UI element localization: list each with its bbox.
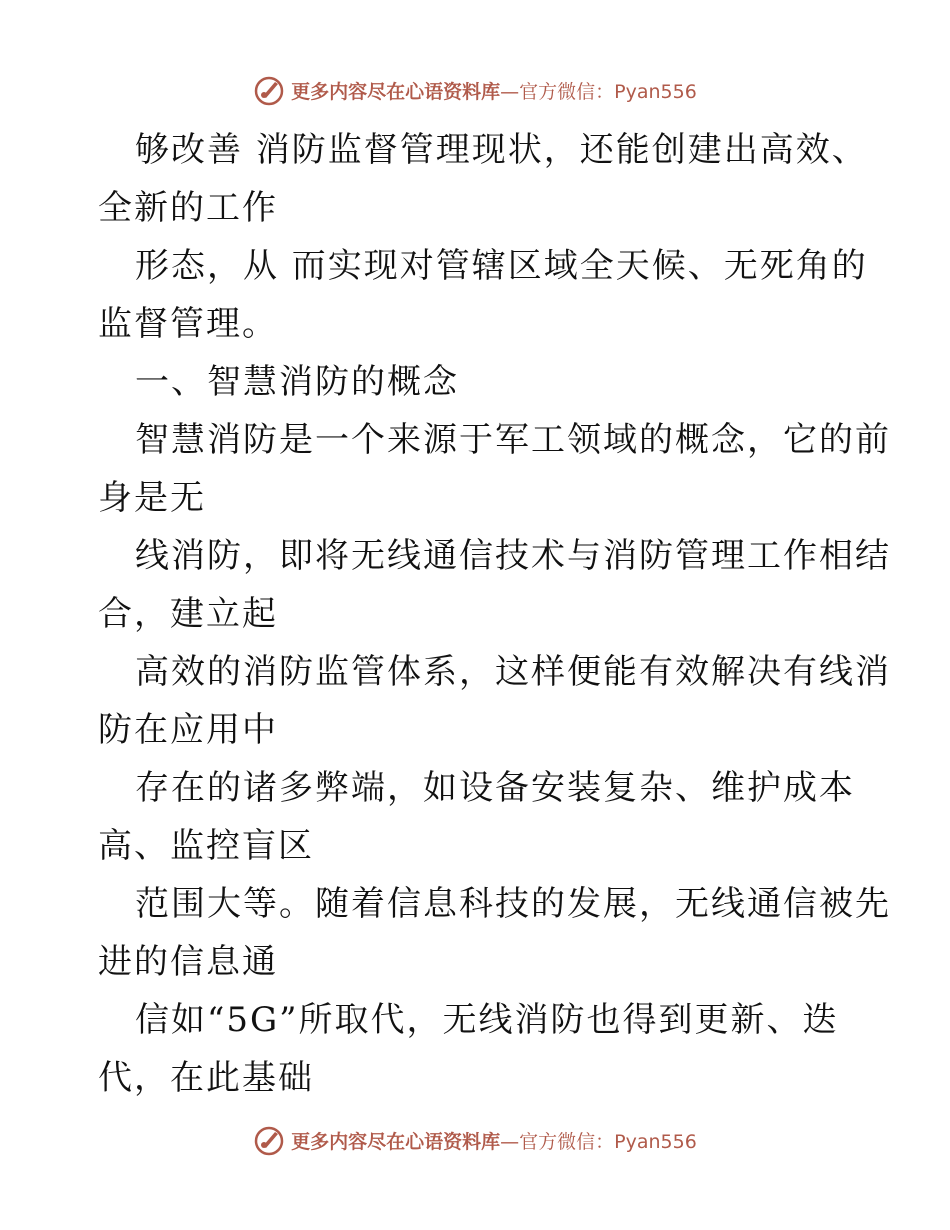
watermark-logo-icon	[253, 1124, 285, 1156]
text-line: 高、监控盲区	[98, 826, 314, 866]
watermark-separator: —	[500, 1130, 520, 1153]
text-line: 信如“5G”所取代，无线消防也得到更新、迭	[135, 1000, 839, 1040]
text-line: 够改善 消防监督管理现状，还能创建出高效、	[135, 130, 868, 170]
text-line: 身是无	[98, 478, 206, 518]
text-line: 高效的消防监管体系，这样便能有效解决有线消	[135, 652, 891, 692]
text-line: 进的信息通	[98, 942, 278, 982]
watermark-separator: —	[500, 80, 520, 103]
watermark-logo-icon	[253, 74, 285, 106]
header-watermark	[0, 70, 950, 110]
text-line: 合，建立起	[98, 594, 278, 634]
text-line: 智慧消防是一个来源于军工领域的概念，它的前	[135, 420, 891, 460]
text-line: 监督管理。	[98, 304, 278, 344]
text-line: 存在的诸多弊端，如设备安装复杂、维护成本	[135, 768, 855, 808]
text-line: 防在应用中	[98, 710, 278, 750]
footer-watermark	[0, 1120, 950, 1160]
text-line: 全新的工作	[98, 188, 278, 228]
watermark-text	[291, 77, 697, 104]
watermark-contact: 官方微信：Pyan556	[519, 1130, 697, 1153]
watermark-title: 更多内容尽在心语资料库	[291, 80, 501, 103]
text-line: 范围大等。随着信息科技的发展，无线通信被先	[135, 884, 891, 924]
watermark-text	[291, 1127, 697, 1154]
watermark-contact: 官方微信：Pyan556	[519, 80, 697, 103]
text-line: 代，在此基础	[98, 1058, 314, 1098]
text-line: 线消防，即将无线通信技术与消防管理工作相结	[135, 536, 891, 576]
document-body	[98, 121, 891, 1107]
watermark-title: 更多内容尽在心语资料库	[291, 1130, 501, 1153]
text-line: 形态，从 而实现对管辖区域全天候、无死角的	[135, 246, 868, 286]
text-line: 一、智慧消防的概念	[135, 362, 459, 402]
